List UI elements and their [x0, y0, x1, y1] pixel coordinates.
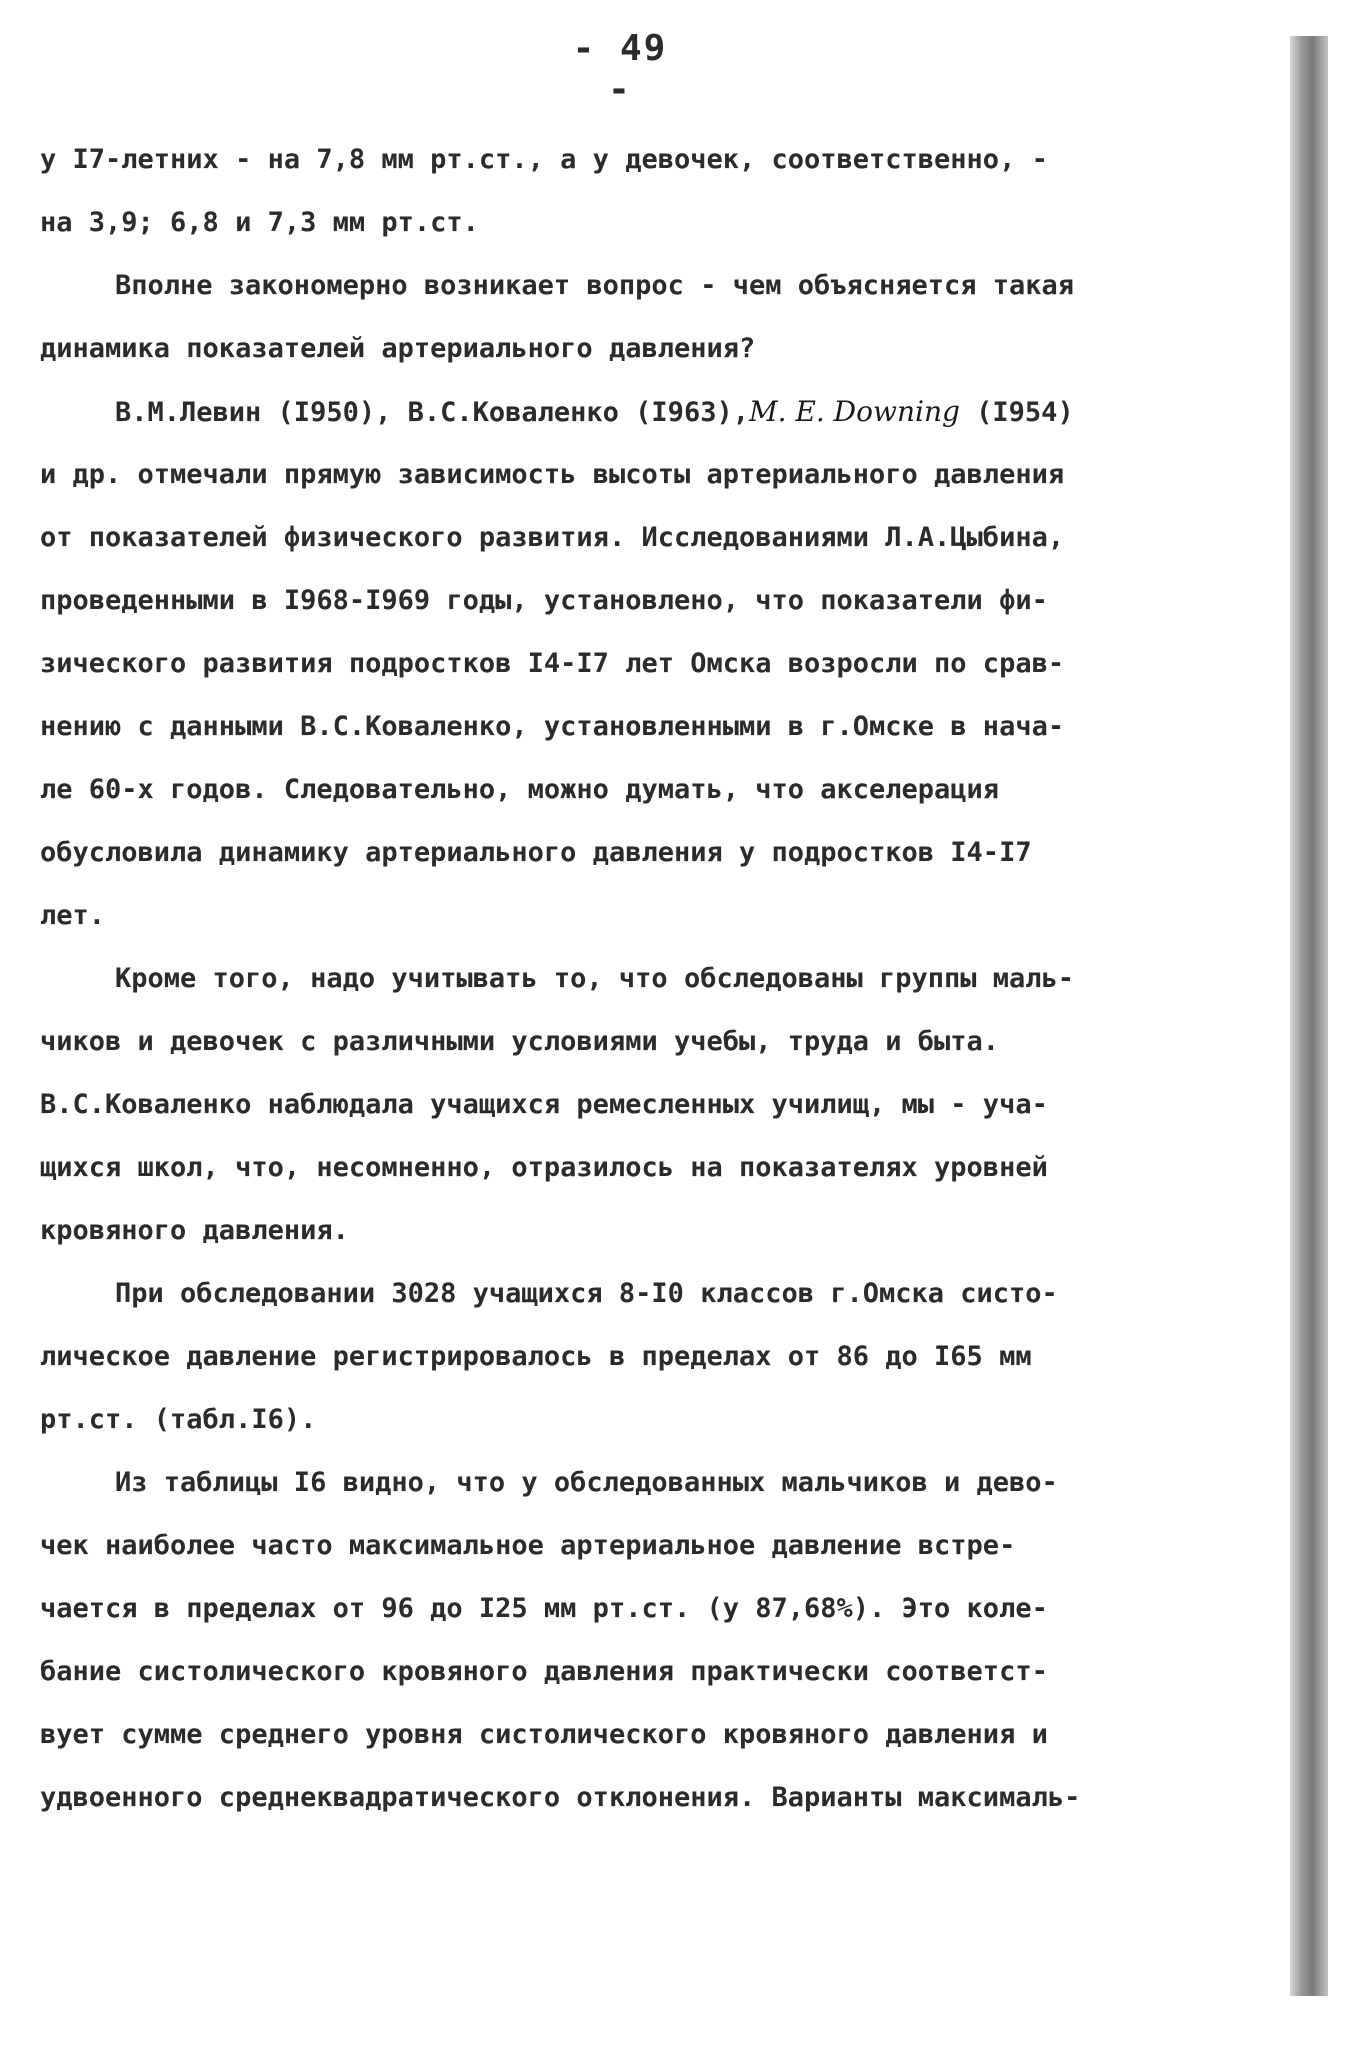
- text-line: обусловила динамику артериального давления у подростков I4-I7: [40, 837, 1032, 868]
- paragraph-start-line: Из таблицы I6 видно, что у обследованных мальчиков и дево-: [115, 1467, 1058, 1498]
- paragraph-start-line: Кроме того, надо учитывать то, что обследованы группы маль-: [115, 963, 1075, 994]
- text-line: чиков и девочек с различными условиями учебы, труда и быта.: [40, 1026, 1000, 1057]
- text-line: нению с данными В.С.Коваленко, установленными в г.Омске в нача-: [40, 711, 1065, 742]
- text-line: и др. отмечали прямую зависимость высоты артериального давления: [40, 459, 1065, 490]
- body-text: [40, 128, 1250, 1829]
- text-line: удвоенного среднеквадратического отклонения. Варианты максималь-: [40, 1782, 1081, 1813]
- text-line: вует сумме среднего уровня систолического кровяного давления и: [40, 1719, 1048, 1750]
- text-line: В.С.Коваленко наблюдала учащихся ремесленных училищ, мы - уча-: [40, 1089, 1048, 1120]
- text-line: лическое давление регистрировалось в пределах от 86 до I65 мм: [40, 1341, 1032, 1372]
- page-number: - 49 -: [572, 28, 668, 110]
- text-line: рт.ст. (табл.I6).: [40, 1404, 317, 1435]
- text-line: ле 60-х годов. Следовательно, можно думать, что акселерация: [40, 774, 1000, 805]
- text-line: динамика показателей артериального давления?: [40, 333, 756, 364]
- paragraph-start-line: [40, 380, 1250, 443]
- paragraph-start-line: При обследовании 3028 учащихся 8-I0 классов г.Омска систо-: [115, 1278, 1058, 1309]
- paragraph-start-line: Вполне закономерно возникает вопрос - чем объясняется такая: [115, 270, 1075, 301]
- text-line: чек наиболее часто максимальное артериальное давление встре-: [40, 1530, 1016, 1561]
- handwritten-insertion: M. E. Downing: [748, 395, 960, 428]
- line-text-before: В.М.Левин (I950), В.С.Коваленко (I963),: [115, 397, 749, 428]
- text-line: от показателей физического развития. Исследованиями Л.А.Цыбина,: [40, 522, 1065, 553]
- text-line: щихся школ, что, несомненно, отразилось на показателях уровней: [40, 1152, 1048, 1183]
- text-line: проведенными в I968-I969 годы, установлено, что показатели фи-: [40, 585, 1048, 616]
- text-line: бание систолического кровяного давления практически соответст-: [40, 1656, 1048, 1687]
- text-line: у I7-летних - на 7,8 мм рт.ст., а у девочек, соответственно, -: [40, 144, 1048, 175]
- text-line: лет.: [40, 900, 106, 931]
- text-line: на 3,9; 6,8 и 7,3 мм рт.ст.: [40, 207, 479, 238]
- text-line: кровяного давления.: [40, 1215, 349, 1246]
- scan-margin-bar: [1290, 36, 1328, 1996]
- text-line: зического развития подростков I4-I7 лет Омска возросли по срав-: [40, 648, 1065, 679]
- text-line: чается в пределах от 96 до I25 мм рт.ст. (у 87,68%). Это коле-: [40, 1593, 1048, 1624]
- line-text-after: (I954): [959, 397, 1074, 428]
